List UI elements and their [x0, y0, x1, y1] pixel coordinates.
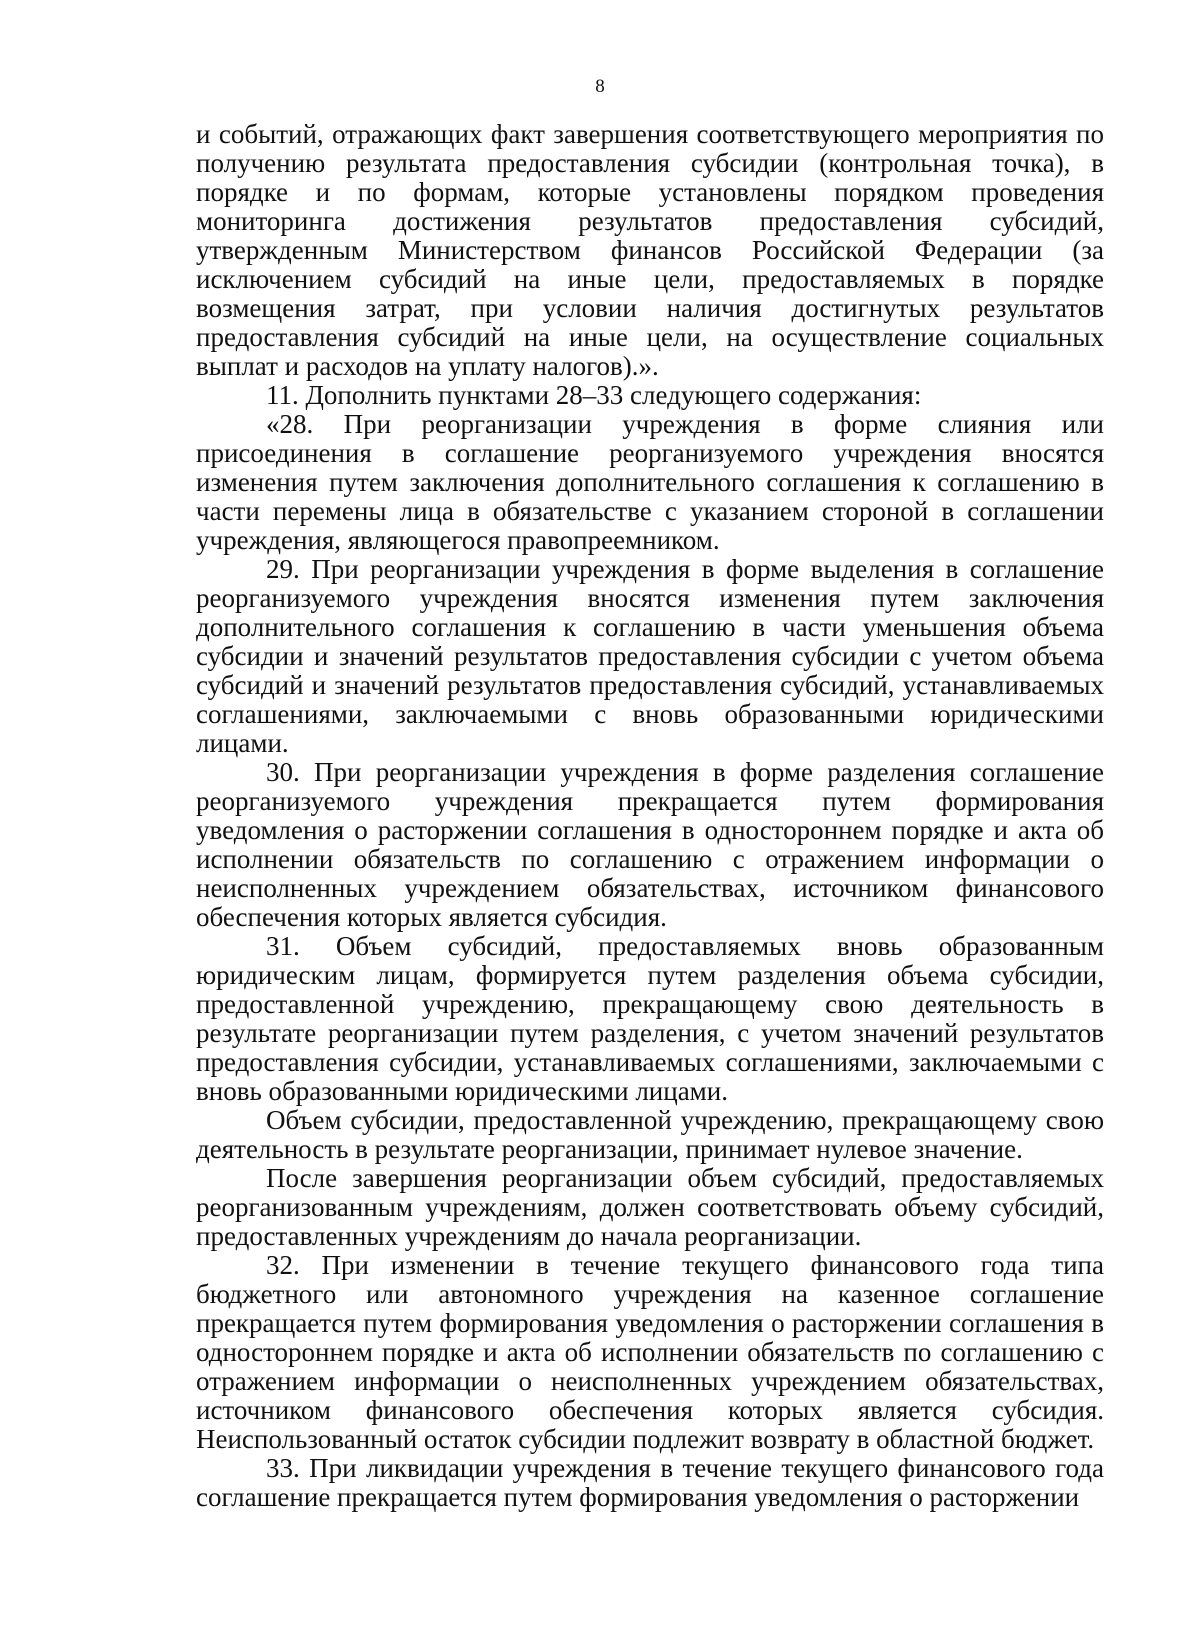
paragraph-item-29: 29. При реорганизации учреждения в форме выделения в соглашение реорганизуемого учреждения вносятся изменения путем заключения дополнительного соглашения к соглашению в части уменьшения объема субсидии и значений результатов предоставления субсидии с учетом объема субсидий и значений результатов предоставления субсидий, устанавливаемых соглашениями, заключаемыми с вновь образованными юридическими лицами. — [196, 554, 1104, 758]
paragraph-item-32: 32. При изменении в течение текущего финансового года типа бюджетного или автономного учреждения на казенное соглашение прекращается путем формирования уведомления о расторжении соглашения в одностороннем порядке и акта об исполнении обязательств по соглашению с отражением информации о неисполненных учреждением обязательствах, источником финансового обеспечения которых является субсидия. Неиспользованный остаток субсидии подлежит возврату в областной бюджет. — [196, 1250, 1104, 1454]
paragraph-item-31-zero-value: Объем субсидии, предоставленной учреждению, прекращающему свою деятельность в результате реорганизации, принимает нулевое значение. — [196, 1105, 1104, 1164]
paragraph-item-11: 11. Дополнить пунктами 28–33 следующего содержания: — [266, 380, 922, 410]
paragraph-continuation: и событий, отражающих факт завершения соответствующего мероприятия по получению результата предоставления субсидии (контрольная точка), в порядке и по формам, которые установлены порядком проведения мониторинга достижения результатов предоставления субсидий, утвержденным Министерством финансов Российской Федерации (за исключением субсидий на иные цели, предоставляемых в порядке возмещения затрат, при условии наличия достигнутых результатов предоставления субсидий на иные цели, на осуществление социальных выплат и расходов на уплату налогов).». — [196, 119, 1104, 381]
paragraph-item-28: «28. При реорганизации учреждения в форме слияния или присоединения в соглашение реорганизуемого учреждения вносятся изменения путем заключения дополнительного соглашения к соглашению в части перемены лица в обязательстве с указанием стороной в соглашении учреждения, являющегося правопреемником. — [196, 409, 1104, 555]
paragraph-item-31-after-reorganization: После завершения реорганизации объем субсидий, предоставляемых реорганизованным учреждениям, должен соответствовать объему субсидий, предоставленных учреждениям до начала реорганизации. — [196, 1163, 1104, 1251]
paragraph-item-30: 30. При реорганизации учреждения в форме разделения соглашение реорганизуемого учреждения прекращается путем формирования уведомления о расторжении соглашения в одностороннем порядке и акта об исполнении обязательств по соглашению с отражением информации о неисполненных учреждением обязательствах, источником финансового обеспечения которых является субсидия. — [196, 757, 1104, 932]
paragraph-item-33: 33. При ликвидации учреждения в течение текущего финансового года соглашение прекращается путем формирования уведомления о расторжении — [196, 1453, 1104, 1512]
paragraph-item-31: 31. Объем субсидий, предоставляемых вновь образованным юридическим лицам, формируется путем разделения объема субсидии, предоставленной учреждению, прекращающему свою деятельность в результате реорганизации путем разделения, с учетом значений результатов предоставления субсидии, устанавливаемых соглашениями, заключаемыми с вновь образованными юридическими лицами. — [196, 931, 1104, 1106]
document-body — [196, 120, 1104, 1512]
page-number: 8 — [595, 76, 605, 97]
